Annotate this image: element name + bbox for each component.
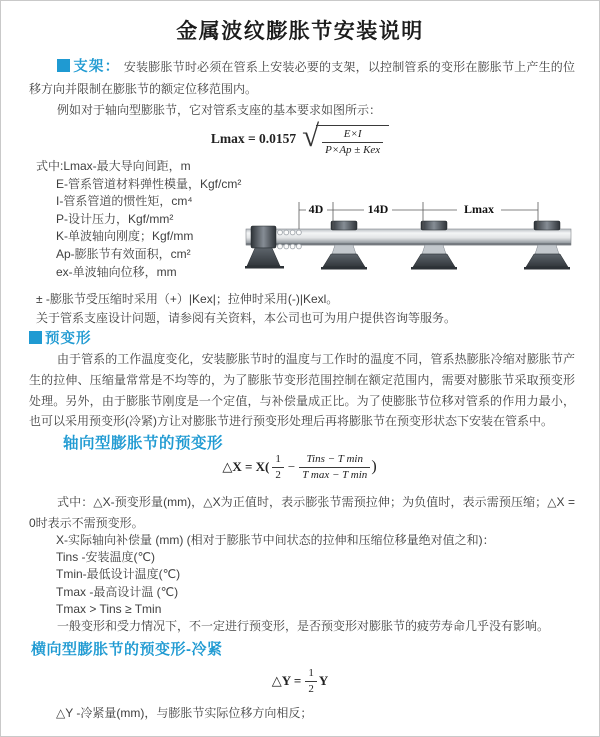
sqrt-radical	[302, 118, 389, 156]
axial-general-note: 一般变形和受力情况下，不一定进行预变形，是否预变形对膨胀节的疲劳寿命几乎没有影响。	[57, 619, 550, 633]
formula-lmax-lhs: Lmax = 0.0157	[210, 130, 297, 146]
minus-operator: −	[287, 459, 296, 475]
page-title: 金属波纹膨胀节安装说明	[176, 20, 424, 43]
plus-minus-note: ± -膨胀节受压缩时采用（+）|Kex|；拉伸时采用(-)|Kexl。	[36, 292, 339, 306]
formula-axial-lhs: △X = X(	[222, 459, 270, 475]
definition-item: Ap-膨胀节有效面积，cm²	[56, 246, 191, 261]
sqrt-icon: √	[302, 118, 320, 153]
formula-lmax-denominator: P×Ap ± Kex	[325, 143, 381, 156]
lateral-note: △Y -冷紧量(mm)，与膨胀节实际位移方向相反；	[56, 706, 313, 720]
definition-item: X-实际轴向补偿量 (mm) (相对于膨胀节中间状态的拉伸和压缩位移量绝对值之和)：	[56, 533, 495, 547]
formula-lateral-rhs: Y	[318, 673, 329, 689]
section-marker-icon	[57, 59, 70, 72]
axial-formula-explain: 式中：△X-预变形量(mm)，△X为正值时，表示膨张节需预拉伸；为负值时，表示需预压缩；△X = 0时表示不需预变形。	[29, 495, 575, 530]
formula-axial-predeform	[1, 453, 599, 481]
formula-lmax-fraction	[322, 128, 383, 156]
predeform-section-heading-row	[29, 327, 92, 348]
definition-item: I-管系管道的惯性矩，cm⁴	[56, 194, 193, 209]
closing-paren: )	[371, 458, 377, 476]
formula-lateral-predeform	[1, 667, 599, 695]
axial-predeform-heading: 轴向型膨胀节的预变形	[63, 435, 224, 452]
definition-item: Tmax -最高设计温 (℃)	[56, 584, 179, 599]
half-fraction: $\frac{1}{2}$	[272, 453, 284, 481]
support-requirements-diagram	[245, 196, 597, 289]
formula-lmax-numerator: E×I	[322, 128, 383, 143]
definition-item: E-管系管道材料弹性模量，Kgf/cm²	[56, 176, 242, 191]
support-intro-text: 安装膨胀节时必须在管系上安装必要的支架，以控制管系的变形在膨胀节上产生的位移方向并限制在膨胀节的额定位移范围内。	[29, 60, 575, 96]
definition-item: P-设计压力，Kgf/mm²	[56, 211, 174, 226]
axial-definitions-list	[56, 532, 495, 618]
support-section-heading: 支架：	[73, 59, 121, 75]
diagram-label-14d: 14D	[367, 202, 389, 216]
temperature-fraction: $\frac{\text{Tins − T min}}{\text{T max − T min}}$	[299, 453, 370, 481]
definition-item: 式中:Lmax-最大导向间距，m	[36, 159, 191, 173]
formula-definitions-list	[36, 158, 241, 281]
definition-item: K-单波轴向刚度；Kgf/mm	[56, 229, 194, 244]
lateral-predeform-heading: 横向型膨胀节的预变形-冷紧	[31, 641, 223, 658]
half-fraction: $\frac{1}{2}$	[305, 667, 317, 695]
consulting-note: 关于管系支座设计问题，请参阅有关资料，本公司也可为用户提供咨询等服务。	[36, 311, 457, 325]
support-example-line: 例如对于轴向型膨胀节，它对管系支座的基本要求如图所示：	[57, 103, 382, 117]
formula-lmax	[1, 118, 599, 156]
predeform-paragraph: 由于管系的工作温度变化，安装膨胀节时的温度与工作时的温度不同，管系热膨胀冷缩对膨胀节产生的拉伸、压缩量常常是不均等的，为了膨胀节变形范围控制在额定范围内，需要对膨胀节采取预变形处理。另外，由于膨胀节刚度是一个定值，与补偿量成正比。为了使膨胀节位移对管系的作用力最小，也可以采用预变形(冷紧)方让对膨胀节进行预变形处理后再将膨胀节在预变形状态下安装在管系中。	[29, 352, 575, 429]
definition-item: Tmin-最低设计温度(℃)	[56, 567, 181, 582]
support-section-paragraph	[29, 57, 575, 100]
formula-lateral-lhs: △Y =	[271, 673, 302, 689]
definition-item: ex-单波轴向位移，mm	[56, 264, 177, 279]
definition-item: Tins -安装温度(℃)	[56, 550, 156, 565]
predeform-section-heading: 预变形	[45, 331, 92, 347]
diagram-label-4d: 4D	[308, 202, 324, 216]
definition-item: Tmax > Tins ≥ Tmin	[56, 601, 162, 616]
diagram-label-lmax: Lmax	[464, 202, 494, 216]
section-marker-icon	[29, 331, 42, 344]
